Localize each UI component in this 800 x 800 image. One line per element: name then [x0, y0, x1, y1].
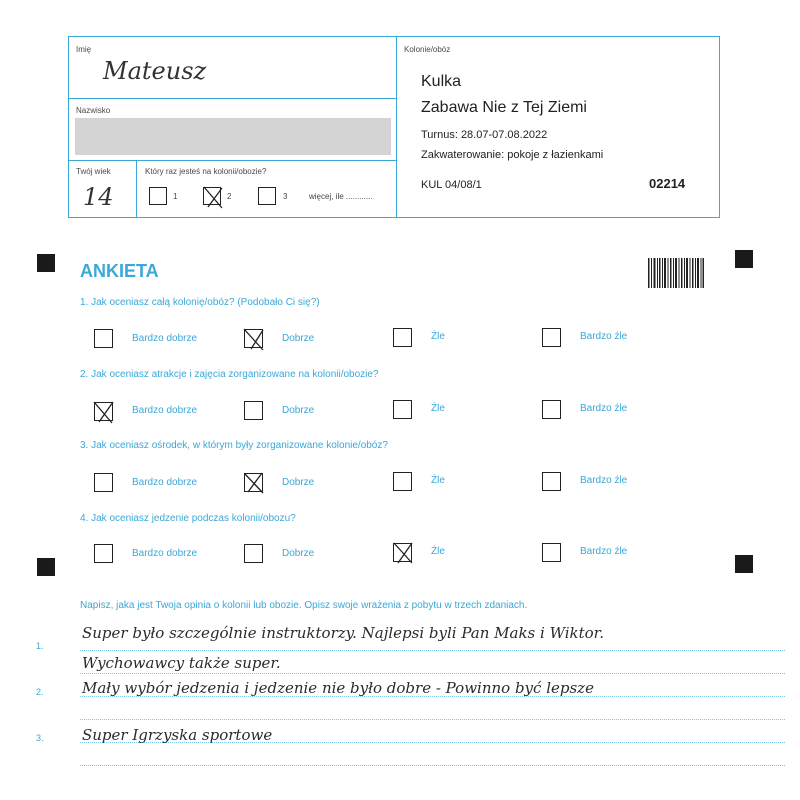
q3-label-dobrze: Dobrze: [282, 477, 315, 488]
check-mark-icon: [243, 327, 266, 352]
q1-checkbox-bardzo-zle[interactable]: [542, 328, 561, 347]
question-3: 3. Jak oceniasz ośrodek, w którym były zorganizowane kolonie/obóz?: [80, 440, 388, 451]
camp-label: Kolonie/obóz: [404, 45, 451, 54]
q1-checkbox-bardzo-dobrze[interactable]: [94, 329, 113, 348]
registration-mark-top-right: [735, 250, 753, 268]
survey-title: ANKIETA: [80, 261, 159, 281]
question-1: 1. Jak oceniasz całą kolonię/obóz? (Podobało Ci się?): [80, 297, 320, 308]
q3-checkbox-bardzo-dobrze[interactable]: [94, 473, 113, 492]
line-number-2: 2.: [36, 687, 44, 697]
opinion-prompt: Napisz, jaka jest Twoja opinia o kolonii lub obozie. Opisz swoje wrażenia z pobytu w trzech zdaniach.: [80, 600, 528, 611]
q2-label-bardzo-zle: Bardzo źle: [580, 403, 628, 414]
q1-label-dobrze: Dobrze: [282, 333, 315, 344]
q4-checkbox-bardzo-zle[interactable]: [542, 543, 561, 562]
times-label: Który raz jesteś na kolonii/obozie?: [145, 167, 267, 176]
handwritten-answer-line-1: Super było szczególnie instruktorzy. Najlepsi byli Pan Maks i Wiktor.: [82, 624, 604, 642]
surname-cell: [69, 99, 397, 161]
question-2: 2. Jak oceniasz atrakcje i zajęcia zorganizowane na kolonii/obozie?: [80, 369, 379, 380]
age-handwritten: 14: [83, 183, 114, 211]
handwritten-answer-line-3: Mały wybór jedzenia i jedzenie nie było dobre - Powinno być lepsze: [82, 679, 594, 697]
q3-label-bardzo-zle: Bardzo źle: [580, 475, 628, 486]
line-number-3: 3.: [36, 733, 44, 743]
q2-checkbox-dobrze[interactable]: [244, 401, 263, 420]
q3-label-zle: Źle: [431, 475, 445, 486]
q2-checkbox-zle[interactable]: [393, 400, 412, 419]
handwritten-answer-line-4: Super Igrzyska sportowe: [82, 726, 273, 744]
q1-label-bardzo-dobrze: Bardzo dobrze: [132, 333, 198, 344]
registration-mark-top-left: [37, 254, 55, 272]
question-4: 4. Jak oceniasz jedzenie podczas kolonii/obozu?: [80, 513, 296, 524]
q4-checkbox-dobrze[interactable]: [244, 544, 263, 563]
q4-checkbox-zle[interactable]: [393, 543, 412, 562]
times-option-2: 2: [227, 192, 232, 201]
check-mark-icon: [93, 400, 116, 425]
writing-line: [80, 673, 785, 674]
q1-checkbox-dobrze[interactable]: [244, 329, 263, 348]
camp-code: KUL 04/08/1: [421, 179, 482, 191]
times-checkbox-1[interactable]: [149, 187, 167, 205]
form-number: 02214: [649, 176, 686, 191]
handwritten-answer-line-2: Wychowawcy także super.: [82, 654, 281, 672]
q1-label-bardzo-zle: Bardzo źle: [580, 331, 628, 342]
times-checkbox-2[interactable]: [203, 187, 221, 205]
age-label: Twój wiek: [76, 167, 111, 176]
accommodation-text: Zakwaterowanie: pokoje z łazienkami: [421, 149, 604, 161]
age-cell: [69, 161, 137, 218]
times-more-label: więcej, ile ............: [309, 192, 373, 201]
turnus-text: Turnus: 28.07-07.08.2022: [421, 129, 548, 141]
writing-line: [80, 765, 785, 766]
name-cell: [69, 37, 397, 99]
times-checkbox-3[interactable]: [258, 187, 276, 205]
check-mark-icon: [243, 471, 266, 496]
times-option-1: 1: [173, 192, 178, 201]
times-cell: [137, 161, 397, 218]
line-number-1: 1.: [36, 641, 44, 651]
writing-line: [80, 650, 785, 651]
q1-label-zle: Źle: [431, 331, 445, 342]
barcode-icon: [648, 258, 704, 288]
writing-line: [80, 719, 785, 720]
check-mark-icon: [392, 541, 415, 566]
camp-cell: [397, 37, 720, 218]
times-option-3: 3: [283, 192, 288, 201]
name-label: Imię: [76, 45, 92, 54]
q3-checkbox-zle[interactable]: [393, 472, 412, 491]
q2-label-bardzo-dobrze: Bardzo dobrze: [132, 405, 198, 416]
q2-label-zle: Źle: [431, 403, 445, 414]
q3-label-bardzo-dobrze: Bardzo dobrze: [132, 477, 198, 488]
registration-mark-bottom-left: [37, 558, 55, 576]
q1-checkbox-zle[interactable]: [393, 328, 412, 347]
q4-label-bardzo-dobrze: Bardzo dobrze: [132, 548, 198, 559]
surname-redaction: [75, 118, 391, 155]
name-handwritten: Mateusz: [103, 57, 207, 85]
camp-name: Kulka: [421, 73, 462, 90]
q4-checkbox-bardzo-dobrze[interactable]: [94, 544, 113, 563]
surname-label: Nazwisko: [76, 106, 111, 115]
q3-checkbox-dobrze[interactable]: [244, 473, 263, 492]
q2-label-dobrze: Dobrze: [282, 405, 315, 416]
registration-mark-bottom-right: [735, 555, 753, 573]
check-mark-icon: [202, 185, 225, 210]
q4-label-dobrze: Dobrze: [282, 548, 315, 559]
q4-label-bardzo-zle: Bardzo źle: [580, 546, 628, 557]
q3-checkbox-bardzo-zle[interactable]: [542, 472, 561, 491]
q4-label-zle: Źle: [431, 546, 445, 557]
camp-title: Zabawa Nie z Tej Ziemi: [421, 99, 587, 116]
q2-checkbox-bardzo-dobrze[interactable]: [94, 402, 113, 421]
q2-checkbox-bardzo-zle[interactable]: [542, 400, 561, 419]
header-form: [68, 36, 720, 218]
